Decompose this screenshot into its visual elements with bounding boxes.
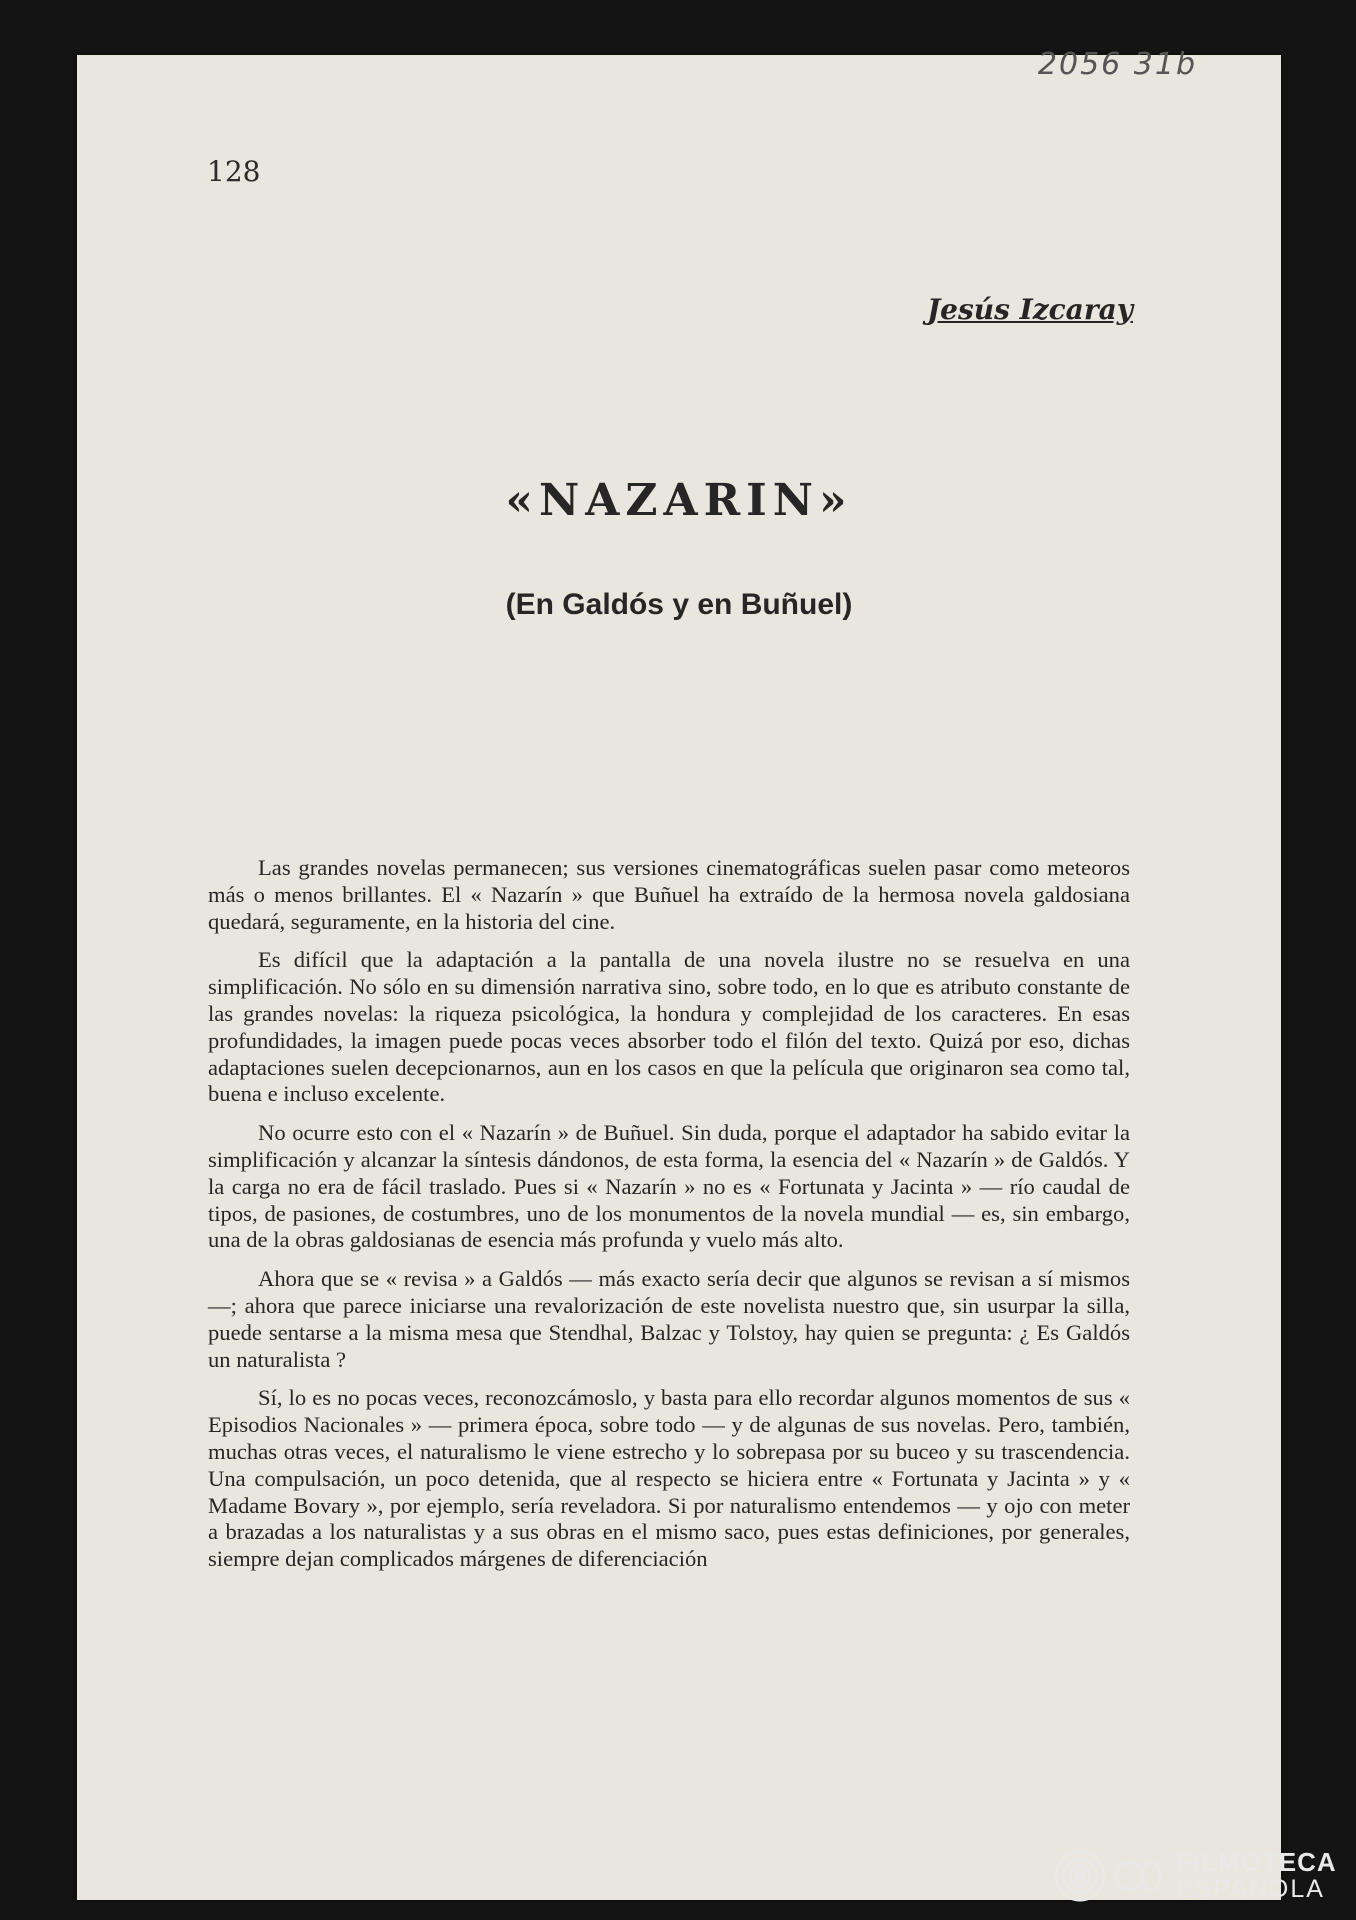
watermark-text <box>1176 1849 1337 1903</box>
filmoteca-watermark <box>1052 1848 1337 1904</box>
document-page <box>77 47 1281 1900</box>
paragraph: Es difícil que la adaptación a la pantalla de una novela ilustre no se resuelva en una simplificación. No sólo en su dimensión narrativa sino, sobre todo, en lo que es atributo constante de las grandes novelas: la riqueza psicológica, la hondura y complejidad de los caracteres. En esas profundidades, la imagen puede pocas veces absorber todo el filón del texto. Quizá por eso, dichas adaptaciones suelen decepcionarnos, aun en los casos en que la película que originaron sea como tal, buena e incluso excelente. <box>208 947 1130 1107</box>
filmoteca-logo-icon <box>1052 1848 1164 1904</box>
watermark-line2: ESPAÑOLA <box>1176 1875 1325 1903</box>
watermark-line1: FILMOTECA <box>1176 1847 1337 1877</box>
paragraph: Sí, lo es no pocas veces, reconozcámoslo, y basta para ello recordar algunos momentos de sus « Episodios Nacionales » — primera época, sobre todo — y de algunas de sus novelas. Pero, también, muchas otras veces, el naturalismo le viene estrecho y lo sobrepasa por su buceo y su trascendencia. Una compulsación, un poco detenida, que al respecto se hiciera entre « Fortunata y Jacinta » y « Madame Bovary », por ejemplo, sería reveladora. Si por naturalismo entendemos — y ojo con meter a brazadas a los naturalistas y a sus obras en el mismo saco, pues estas definiciones, por generales, siempre dejan complicados márgenes de diferenciación <box>208 1385 1130 1572</box>
paragraph: Ahora que se « revisa » a Galdós — más exacto sería decir que algunos se revisan a sí mismos —; ahora que parece iniciarse una revalorización de este novelista nuestro que, sin usurpar la silla, puede sentarse a la misma mesa que Stendhal, Balzac y Tolstoy, hay quien se pregunta: ¿ Es Galdós un naturalista ? <box>208 1266 1130 1372</box>
article-title: «NAZARIN» <box>505 475 853 526</box>
handwritten-catalog-mark: 2056 31b <box>1037 47 1197 82</box>
paragraph: No ocurre esto con el « Nazarín » de Buñuel. Sin duda, porque el adaptador ha sabido evitar la simplificación y alcanzar la síntesis dándonos, de esta forma, la esencia del « Nazarín » de Galdós. Y la carga no era de fácil traslado. Pues si « Nazarín » no es « Fortunata y Jacinta » — río caudal de tipos, de pasiones, de costumbres, uno de los monumentos de la novela mundial — es, sin embargo, una de la obras galdosianas de esencia más profunda y vuelo más alto. <box>208 1120 1130 1253</box>
author-name: Jesús Izcaray <box>926 293 1133 326</box>
article-subtitle: (En Galdós y en Buñuel) <box>505 588 853 621</box>
paragraph: Las grandes novelas permanecen; sus versiones cinematográficas suelen pasar como meteoros más o menos brillantes. El « Nazarín » que Buñuel ha extraído de la hermosa novela galdosiana quedará, seguramente, en la historia del cine. <box>208 855 1130 934</box>
page-number: 128 <box>207 155 261 188</box>
article-body <box>208 855 1130 1585</box>
